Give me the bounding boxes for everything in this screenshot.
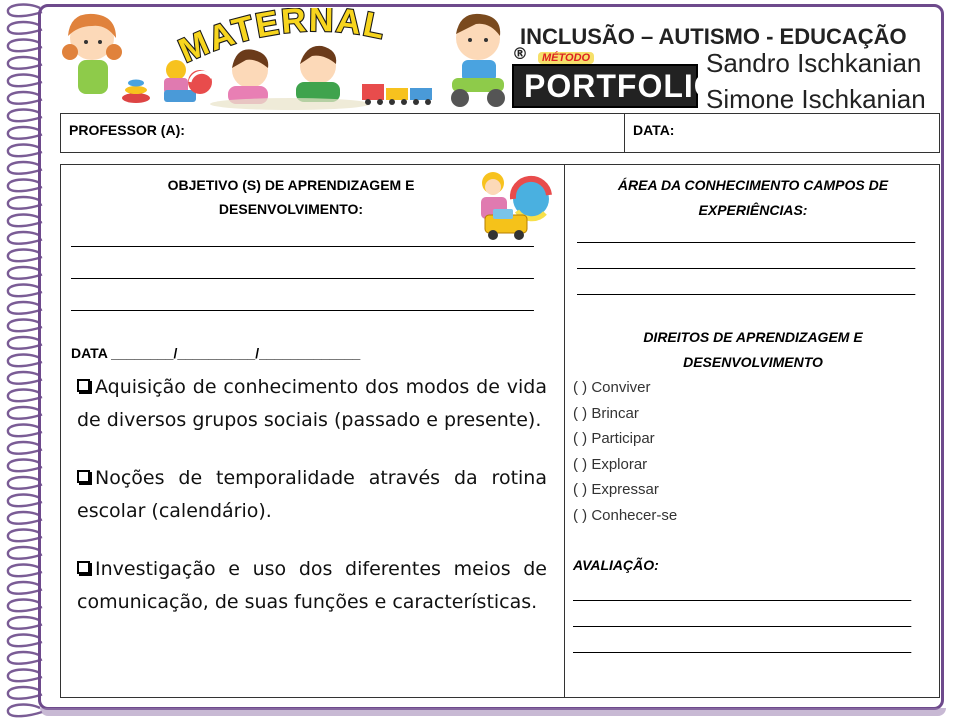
option-brincar[interactable]: ( ) Brincar [573,404,639,422]
spiral-loop [8,75,42,87]
objective-text: Investigação e uso dos diferentes meios de comunicação, de suas funções e características. [77,558,547,613]
spiral-loop [8,565,42,577]
spiral-loop [8,687,42,699]
spiral-loop [8,215,42,227]
checkbox-bullet-icon [77,470,90,483]
page-frame-shadow [40,708,946,716]
spiral-loop [8,425,42,437]
spiral-loop [8,530,42,542]
objectives-blank-line[interactable]: ____________________________________________________ [71,231,534,248]
spiral-loop [8,250,42,262]
registered-mark: ® [512,44,528,63]
list-item [77,553,547,619]
spiral-loop [8,372,42,384]
evaluation-blank-line[interactable]: ______________________________________ [573,585,912,602]
header [50,8,940,112]
list-item [77,371,547,437]
option-conviver[interactable]: ( ) Conviver [573,379,651,396]
author-1: Sandro Ischkanian [706,48,922,78]
objective-text: Noções de temporalidade através da rotina escolar (calendário). [77,467,547,522]
spiral-loop [8,390,42,402]
area-blank-line[interactable]: ______________________________________ [577,227,916,244]
spiral-loop [8,652,42,664]
evaluation-blank-line[interactable]: ______________________________________ [573,611,912,628]
spiral-loop [8,110,42,122]
area-title-line1: ÁREA DA CONHECIMENTO CAMPOS DE [617,177,889,193]
spiral-loop [8,92,42,104]
spiral-loop [8,407,42,419]
list-item [77,462,547,528]
rights-title-line2: DESENVOLVIMENTO [683,354,823,370]
checkbox-bullet-icon [77,561,90,574]
spiral-loop [8,617,42,629]
date-field[interactable]: DATA: [633,122,675,138]
areas-column [565,165,939,697]
spiral-loop [8,22,42,34]
option-participar[interactable]: ( ) Participar [573,430,655,448]
spiral-loop [8,460,42,472]
spiral-loop [8,705,42,717]
area-title-line2: EXPERIÊNCIAS: [698,202,808,218]
method-label: MÉTODO [538,52,594,64]
area-blank-line[interactable]: ______________________________________ [577,279,916,296]
rights-options [573,375,677,529]
spiral-loop [8,267,42,279]
spiral-loop [8,127,42,139]
author-2: Simone Ischkanian [706,84,926,114]
spiral-loop [8,337,42,349]
objectives-title-line2: DESENVOLVIMENTO: [218,201,364,217]
evaluation-title: AVALIAÇÃO: [573,557,659,573]
objectives-column [61,165,565,697]
spiral-loop [8,180,42,192]
area-title [573,173,933,223]
area-blank-line[interactable]: ______________________________________ [577,253,916,270]
info-bar [60,113,940,153]
spiral-loop [8,5,42,17]
evaluation-blank-line[interactable]: ______________________________________ [573,637,912,654]
spiral-loop [8,547,42,559]
spiral-loop [8,145,42,157]
spiral-loop [8,355,42,367]
spiral-loop [8,57,42,69]
option-explorar[interactable]: ( ) Explorar [573,455,648,473]
spiral-loop [8,197,42,209]
professor-field[interactable]: PROFESSOR (A): [61,114,625,152]
objectives-title-line1: OBJETIVO (S) DE APRENDIZAGEM E [167,177,415,193]
method-name: PORTFOLIO [524,68,720,104]
spiral-loop [8,285,42,297]
header-title: INCLUSÃO – AUTISMO - EDUCAÇÃO [520,24,907,49]
portfolio-logo [512,52,720,108]
svg-text:MATERNAL [173,8,390,70]
objectives-blank-line[interactable]: ____________________________________________________ [71,263,534,280]
spiral-loop [8,232,42,244]
spiral-loop [8,600,42,612]
planning-table [60,164,940,698]
spiral-loop [8,635,42,647]
rights-title-line1: DIREITOS DE APRENDIZAGEM E [643,329,863,345]
spiral-loop [8,582,42,594]
objectives-list [77,371,547,644]
option-expressar[interactable]: ( ) Expressar [573,481,659,499]
spiral-loop [8,670,42,682]
maternal-logo-text: MATERNAL [173,8,390,71]
objectives-title [61,173,521,221]
objectives-blank-line[interactable]: ____________________________________________________ [71,295,534,312]
date-blank-line[interactable]: DATA ________/__________/_____________ [71,345,361,361]
spiral-loop [8,162,42,174]
checkbox-bullet-icon [77,379,90,392]
spiral-loop [8,302,42,314]
spiral-loop [8,495,42,507]
spiral-loop [8,320,42,332]
option-conhecer-se[interactable]: ( ) Conhecer-se [573,506,678,524]
spiral-loop [8,477,42,489]
spiral-loop [8,442,42,454]
spiral-loop [8,512,42,524]
rights-title [573,325,933,375]
spiral-loop [8,40,42,52]
maternal-logo [162,8,442,78]
objective-text: Aquisição de conhecimento dos modos de vida de diversos grupos sociais (passado e presente). [77,376,547,431]
